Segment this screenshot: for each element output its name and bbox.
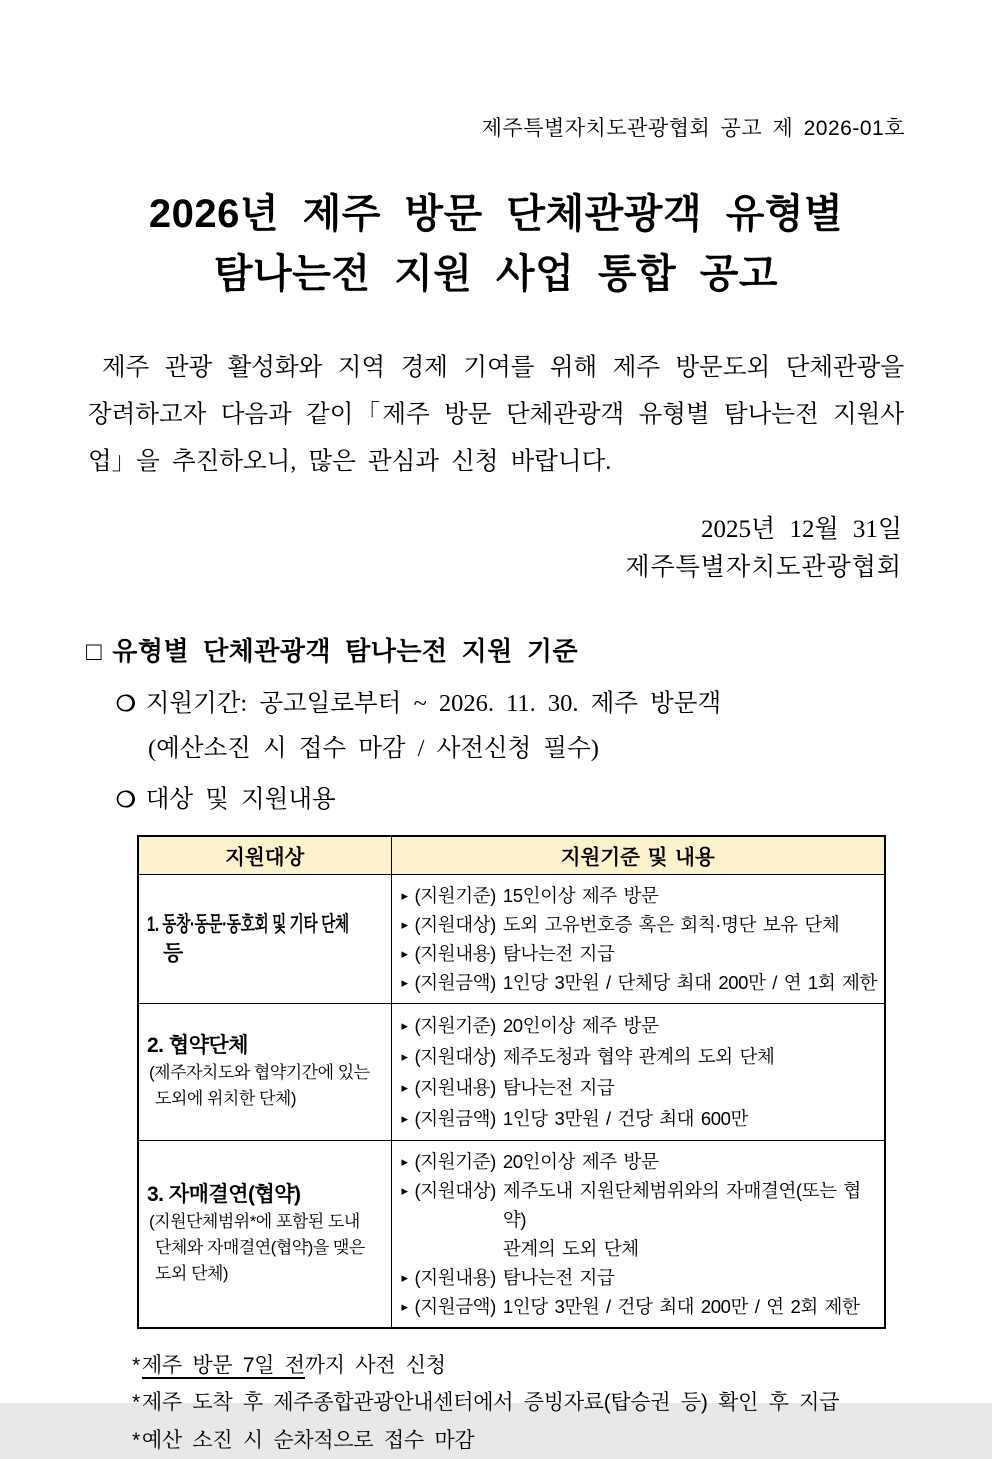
footnote-verification (132, 1384, 992, 1422)
detail-text: 20인이상 제주 방문 (503, 1147, 878, 1176)
document-title (0, 184, 992, 304)
triangle-bullet-icon: ▸ (402, 1010, 415, 1041)
detail-line-target (402, 1176, 879, 1263)
organization-name: 제주특별자치도관광협회 (0, 549, 902, 587)
section-heading (86, 631, 992, 668)
detail-label: (지원금액) (415, 1292, 496, 1321)
asterisk-marker: * (132, 1391, 140, 1414)
detail-line-content (402, 939, 879, 968)
target-note-line: (제주자치도와 협약기간에 있는 (149, 1060, 383, 1086)
detail-text: 1인당 3만원 / 단체당 최대 200만 / 연 1회 제한 (503, 968, 878, 997)
detail-line-criteria (402, 1010, 879, 1041)
target-cell-agreement-groups (138, 1003, 391, 1140)
detail-text: 20인이상 제주 방문 (503, 1010, 878, 1041)
circle-bullet-icon: ❍ (116, 691, 136, 716)
column-header-target: 지원대상 (138, 836, 391, 874)
asterisk-marker: * (132, 1429, 140, 1452)
detail-label: (지원금액) (415, 1103, 496, 1134)
triangle-bullet-icon: ▸ (402, 910, 415, 939)
target-cell-sister-groups (138, 1140, 391, 1328)
detail-line-criteria (402, 1147, 879, 1176)
triangle-bullet-icon: ▸ (402, 1103, 415, 1134)
footnote-text: 예산 소진 시 순차적으로 접수 마감 (142, 1429, 474, 1452)
target-note-line: 도외에 위치한 단체) (155, 1086, 383, 1112)
footnotes (132, 1347, 992, 1459)
footnote-underlined-text: 제주 방문 7일 전 (142, 1354, 305, 1379)
table-row (138, 874, 885, 1003)
detail-text-line1: 제주도내 지원단체범위와의 자매결연(또는 협약) (503, 1176, 878, 1234)
detail-line-target (402, 1041, 879, 1072)
notice-number: 제주특별자치도관광협회 공고 제 2026-01호 (0, 0, 992, 142)
triangle-bullet-icon: ▸ (402, 1072, 415, 1103)
table-row (138, 1140, 885, 1328)
detail-text: 1인당 3만원 / 건당 최대 600만 (503, 1103, 878, 1134)
detail-cell-agreement-groups (391, 1003, 885, 1140)
asterisk-marker: * (132, 1354, 140, 1377)
detail-text: 1인당 3만원 / 건당 최대 200만 / 연 2회 제한 (503, 1292, 878, 1321)
target-cell-alumni-groups (138, 874, 391, 1003)
support-criteria-table (137, 835, 886, 1329)
detail-line-content (402, 1263, 879, 1292)
detail-line-criteria (402, 881, 879, 910)
support-period-bullet (116, 684, 992, 719)
footnote-text: 제주 도착 후 제주종합관광안내센터에서 증빙자료(탑승권 등) 확인 후 지급 (142, 1391, 839, 1414)
triangle-bullet-icon: ▸ (402, 881, 415, 910)
triangle-bullet-icon: ▸ (402, 1147, 415, 1176)
section-heading-text: 유형별 단체관광객 탐나는전 지원 기준 (112, 637, 578, 666)
detail-text: 탐나는전 지급 (503, 939, 878, 968)
target-title: 3. 자매결연(협약) (147, 1180, 383, 1209)
table-row (138, 1003, 885, 1140)
detail-text: 제주도청과 협약 관계의 도외 단체 (503, 1041, 878, 1072)
detail-text (503, 1176, 878, 1263)
detail-label: (지원금액) (415, 968, 496, 997)
target-note-line: (지원단체범위*에 포함된 도내 (149, 1209, 383, 1235)
triangle-bullet-icon: ▸ (402, 939, 415, 968)
table-header-row (138, 836, 885, 874)
detail-text: 탐나는전 지급 (503, 1072, 878, 1103)
signature-block (0, 511, 902, 587)
detail-line-amount (402, 1103, 879, 1134)
target-title-line1: 1. 동창·동문·동호회 및 기타 단체 (147, 910, 349, 939)
detail-label: (지원기준) (415, 881, 496, 910)
column-header-detail: 지원기준 및 내용 (391, 836, 885, 874)
detail-label: (지원내용) (415, 1263, 496, 1292)
detail-cell-alumni-groups (391, 874, 885, 1003)
detail-label: (지원대상) (415, 1041, 496, 1072)
target-title: 2. 협약단체 (147, 1031, 383, 1060)
square-marker-icon: □ (86, 637, 102, 666)
intro-paragraph: 제주 관광 활성화와 지역 경제 기여를 위해 제주 방문도외 단체관광을 장려하고자 다음과 같이「제주 방문 단체관광객 유형별 탐나는전 지원사업」을 추진하오니, 많은 관심과 신청 바랍니다. (88, 344, 904, 485)
support-period-text: 지원기간: 공고일로부터 ~ 2026. 11. 30. 제주 방문객 (146, 690, 721, 717)
target-note-line: 도외 단체) (155, 1261, 383, 1287)
detail-label: (지원대상) (415, 1176, 496, 1205)
target-content-bullet (116, 780, 992, 815)
footnote-text: 까지 사전 신청 (305, 1354, 446, 1377)
target-note-line: 단체와 자매결연(협약)을 맺은 (155, 1235, 383, 1261)
detail-label: (지원대상) (415, 910, 496, 939)
support-period-note: (예산소진 시 접수 마감 / 사전신청 필수) (148, 729, 992, 764)
triangle-bullet-icon: ▸ (402, 968, 415, 997)
triangle-bullet-icon: ▸ (402, 1041, 415, 1072)
triangle-bullet-icon: ▸ (402, 1263, 415, 1292)
circle-bullet-icon: ❍ (116, 787, 136, 812)
detail-text: 15인이상 제주 방문 (503, 881, 878, 910)
detail-line-content (402, 1072, 879, 1103)
title-line-2: 탐나는전 지원 사업 통합 공고 (0, 244, 992, 304)
target-title-line2: 등 (163, 939, 383, 968)
triangle-bullet-icon: ▸ (402, 1176, 415, 1205)
target-content-text: 대상 및 지원내용 (146, 786, 336, 813)
title-line-1: 2026년 제주 방문 단체관광객 유형별 (0, 184, 992, 244)
footnote-advance-application (132, 1347, 992, 1385)
announcement-date: 2025년 12월 31일 (0, 511, 902, 549)
detail-text: 도외 고유번호증 혹은 회칙·명단 보유 단체 (503, 910, 878, 939)
detail-line-target (402, 910, 879, 939)
detail-label: (지원내용) (415, 939, 496, 968)
detail-label: (지원기준) (415, 1010, 496, 1041)
detail-line-amount (402, 968, 879, 997)
footnote-budget (132, 1422, 992, 1459)
detail-line-amount (402, 1292, 879, 1321)
triangle-bullet-icon: ▸ (402, 1292, 415, 1321)
detail-text: 탐나는전 지급 (503, 1263, 878, 1292)
detail-cell-sister-groups (391, 1140, 885, 1328)
detail-label: (지원기준) (415, 1147, 496, 1176)
detail-label: (지원내용) (415, 1072, 496, 1103)
detail-text-line2: 관계의 도외 단체 (503, 1234, 878, 1263)
